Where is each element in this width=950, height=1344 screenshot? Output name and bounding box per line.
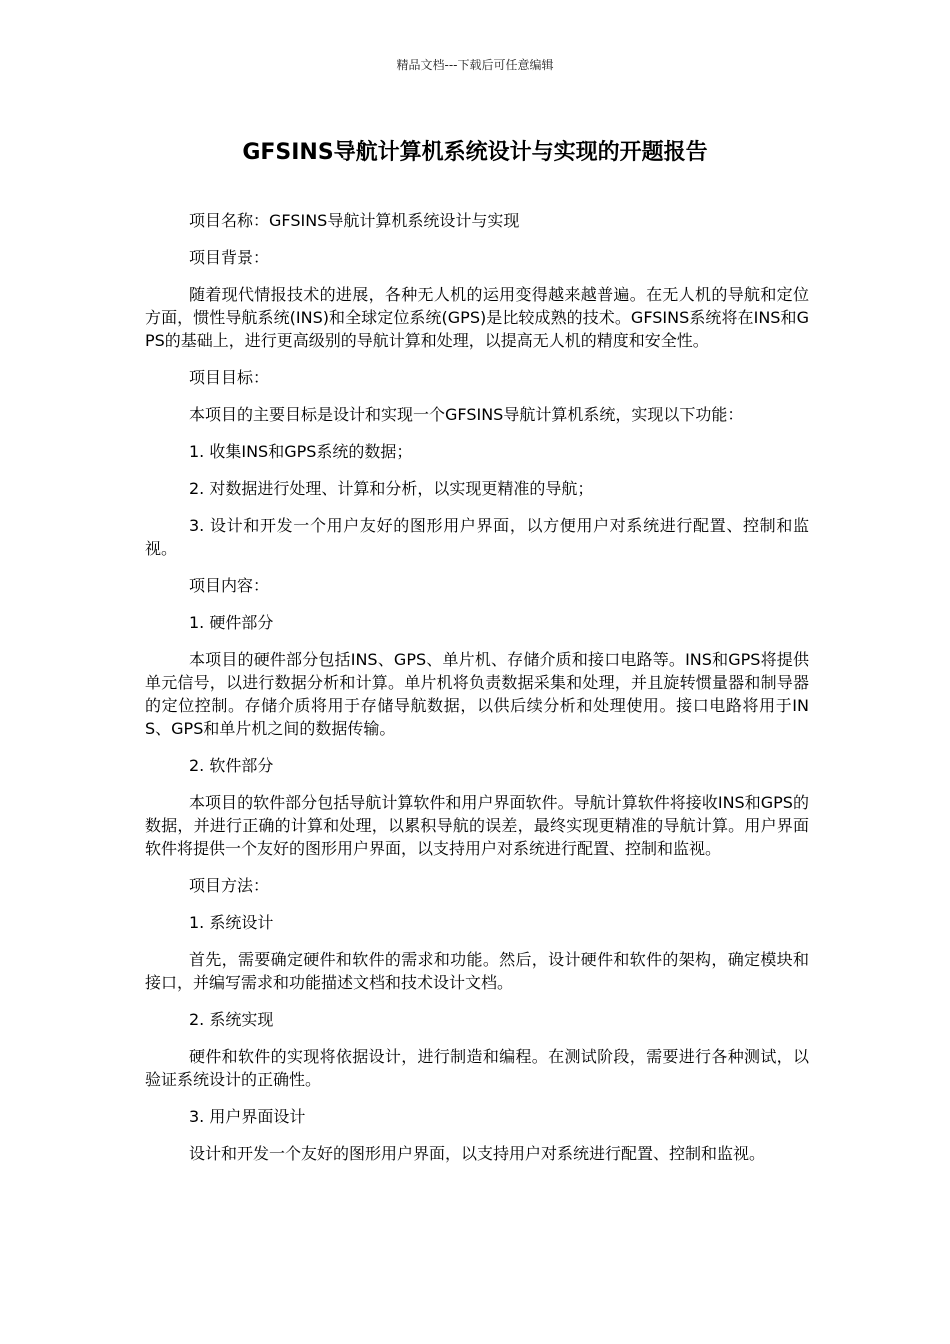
goal-item-1: 1. 收集INS和GPS系统的数据； xyxy=(189,442,413,461)
subheading-hardware: 1. 硬件部分 xyxy=(189,613,274,632)
section-heading-methods: 项目方法： xyxy=(189,876,270,895)
system-implementation-paragraph: 硬件和软件的实现将依据设计，进行制造和编程。在测试阶段，需要进行各种测试，以验证系统设计的正确性。 xyxy=(145,1047,809,1089)
hardware-paragraph: 本项目的硬件部分包括INS、GPS、单片机、存储介质和接口电路等。INS和GPS将提供单元信号，以进行数据分析和计算。单片机将负责数据采集和处理，并且旋转惯量器和制导器的定位控制。存储介质将用于存储导航数据，以供后续分析和处理使用。接口电路将用于INS、GPS和单片机之间的数据传输。 xyxy=(145,650,809,738)
goals-intro-paragraph: 本项目的主要目标是设计和实现一个GFSINS导航计算机系统，实现以下功能： xyxy=(189,405,744,424)
section-heading-goals: 项目目标： xyxy=(189,368,270,387)
subheading-software: 2. 软件部分 xyxy=(189,756,274,775)
goal-item-2: 2. 对数据进行处理、计算和分析，以实现更精准的导航； xyxy=(189,479,594,498)
subheading-system-implementation: 2. 系统实现 xyxy=(189,1010,274,1029)
document-body xyxy=(145,209,809,1179)
goal-item-3: 3. 设计和开发一个用户友好的图形用户界面，以方便用户对系统进行配置、控制和监视。 xyxy=(145,516,809,558)
project-name-paragraph: 项目名称：GFSINS导航计算机系统设计与实现 xyxy=(189,211,520,230)
page-header-note: 精品文档---下载后可任意编辑 xyxy=(396,58,554,72)
subheading-ui-design: 3. 用户界面设计 xyxy=(189,1107,306,1126)
document-title: GFSINS导航计算机系统设计与实现的开题报告 xyxy=(242,140,708,165)
system-design-paragraph: 首先，需要确定硬件和软件的需求和功能。然后，设计硬件和软件的架构，确定模块和接口，并编写需求和功能描述文档和技术设计文档。 xyxy=(145,950,809,992)
subheading-system-design: 1. 系统设计 xyxy=(189,913,274,932)
software-paragraph: 本项目的软件部分包括导航计算软件和用户界面软件。导航计算软件将接收INS和GPS的数据，并进行正确的计算和处理，以累积导航的误差，最终实现更精准的导航计算。用户界面软件将提供一个友好的图形用户界面，以支持用户对系统进行配置、控制和监视。 xyxy=(145,793,809,858)
section-heading-content: 项目内容： xyxy=(189,576,270,595)
ui-design-paragraph: 设计和开发一个友好的图形用户界面，以支持用户对系统进行配置、控制和监视。 xyxy=(189,1144,766,1163)
section-heading-background: 项目背景： xyxy=(189,248,270,267)
background-paragraph: 随着现代情报技术的进展，各种无人机的运用变得越来越普遍。在无人机的导航和定位方面，惯性导航系统(INS)和全球定位系统(GPS)是比较成熟的技术。GFSINS系统将在INS和GPS的基础上，进行更高级别的导航计算和处理，以提高无人机的精度和安全性。 xyxy=(145,285,809,350)
